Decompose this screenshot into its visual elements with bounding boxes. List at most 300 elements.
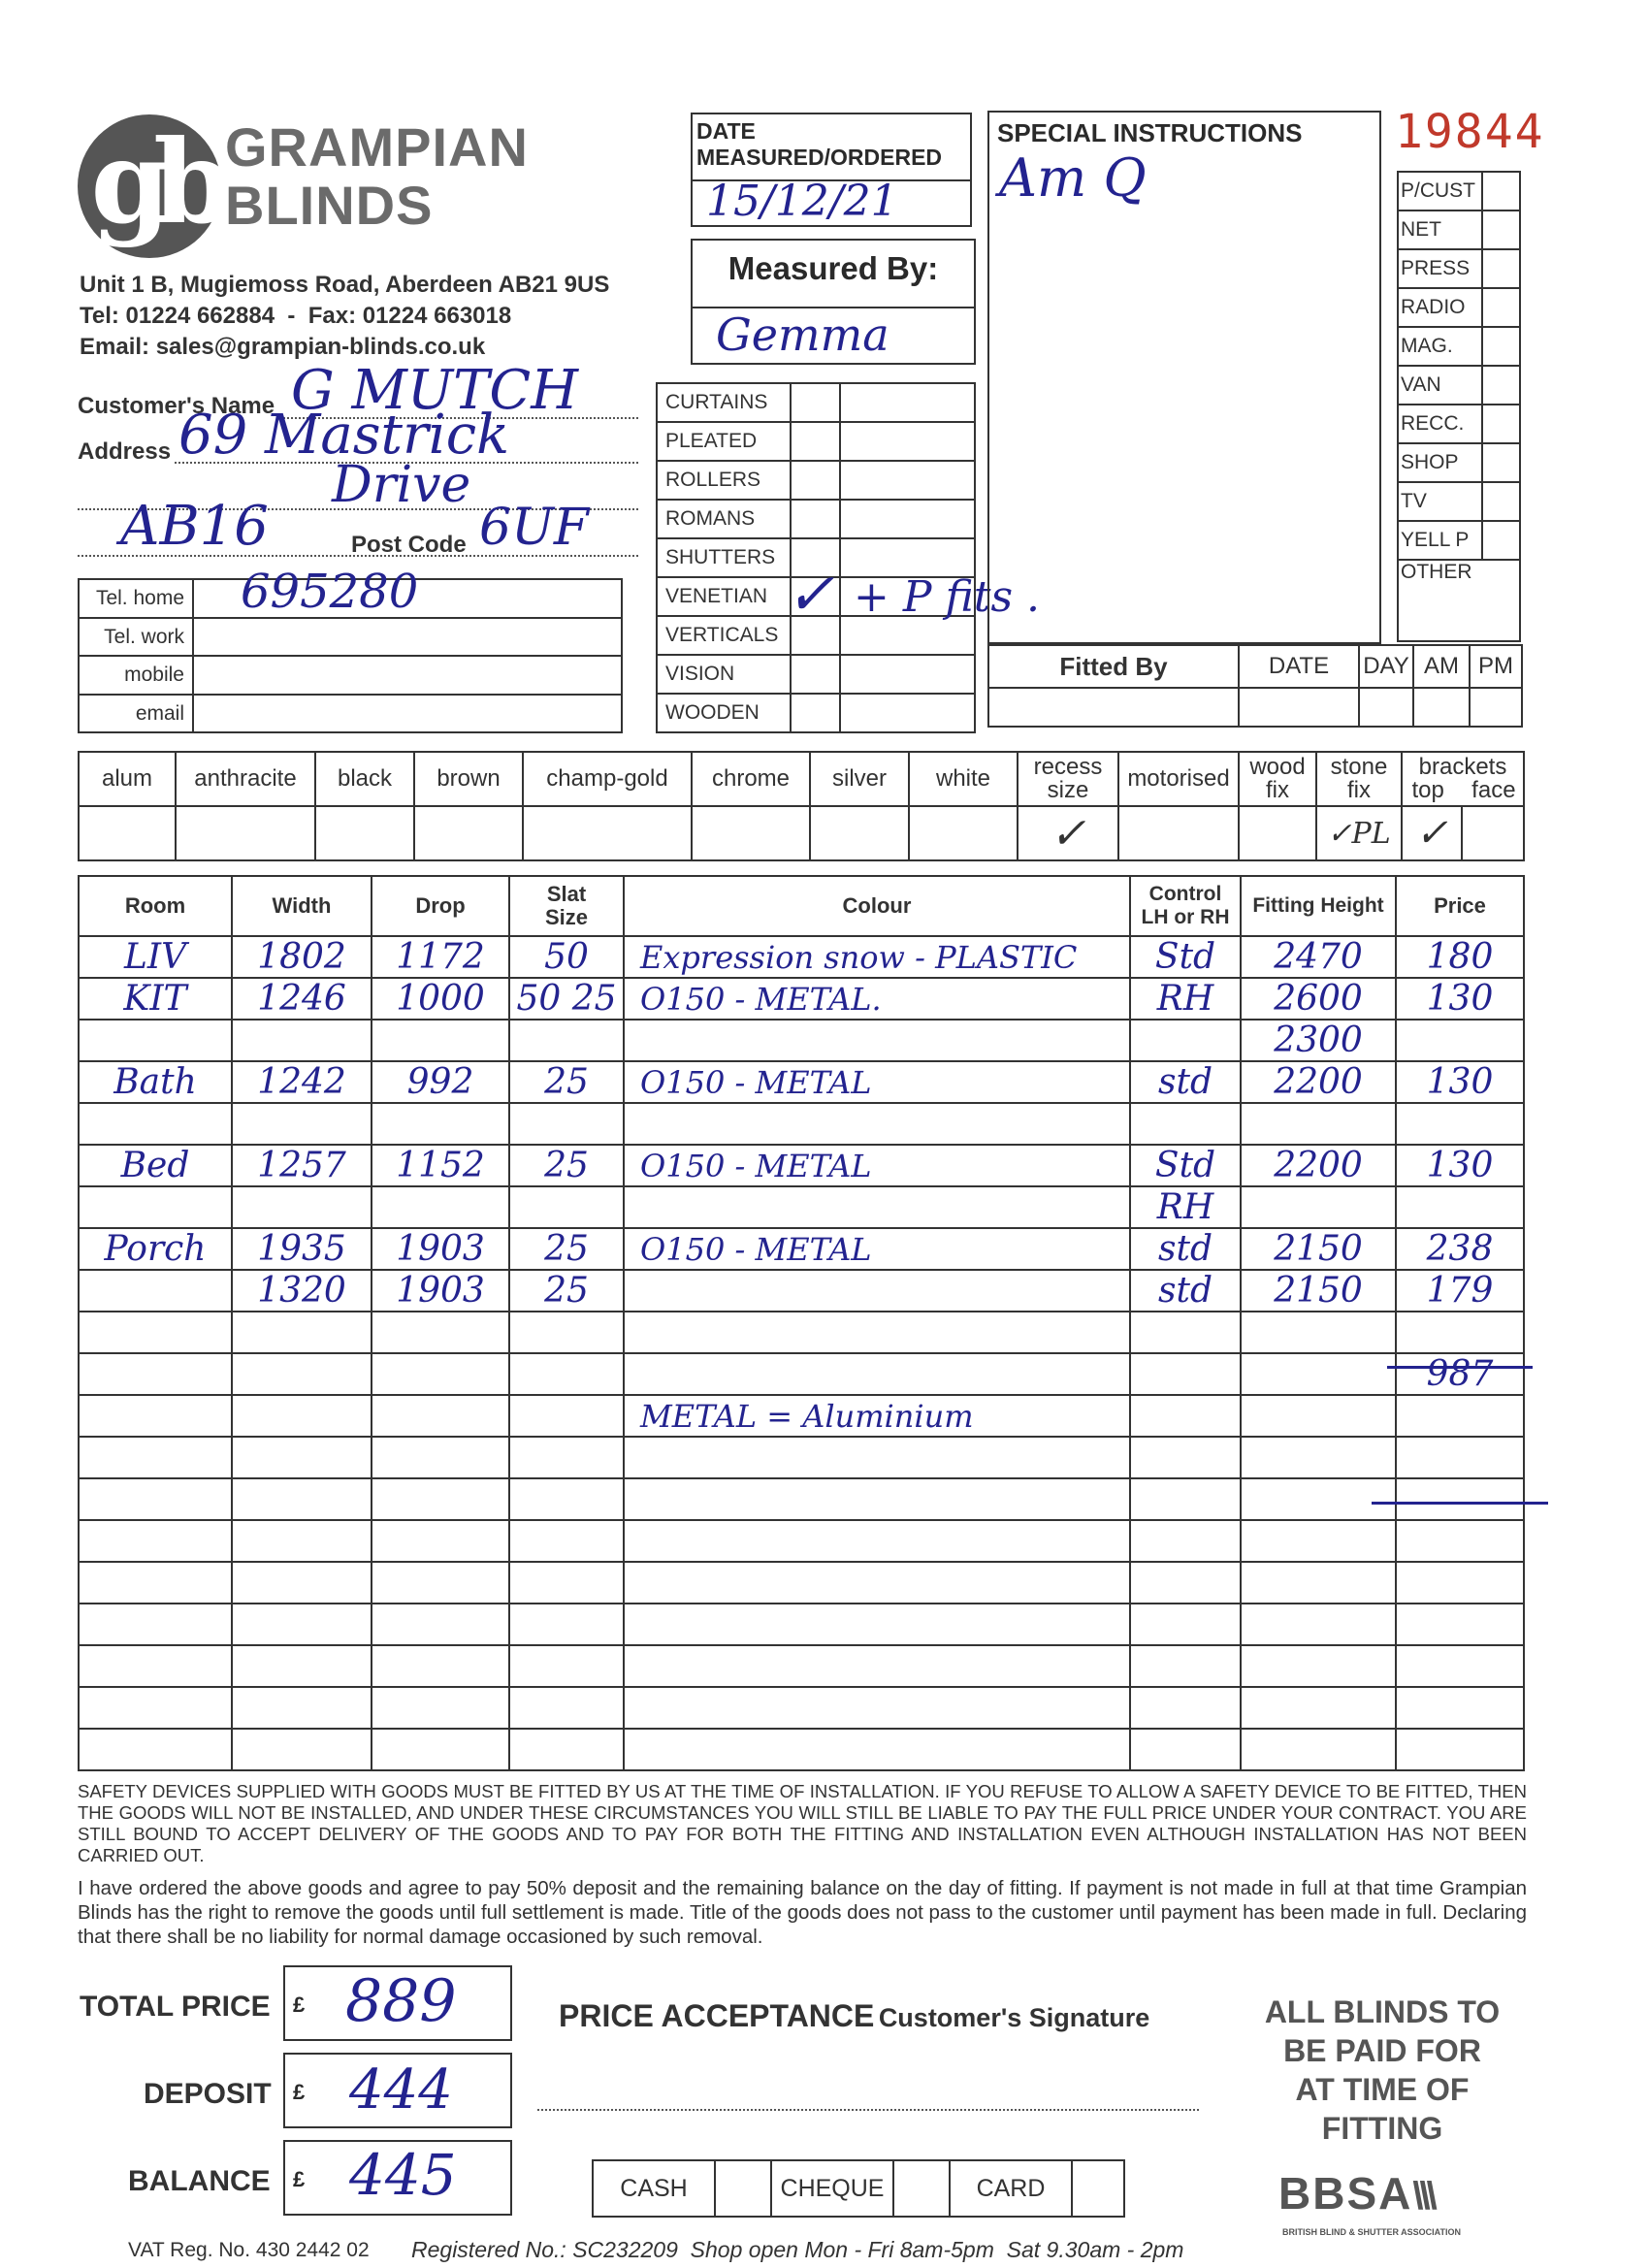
cell-width[interactable] xyxy=(232,1520,372,1562)
brackets-face-check[interactable] xyxy=(1462,806,1524,860)
cell-fitting[interactable]: 2150 xyxy=(1241,1270,1396,1312)
date-box xyxy=(691,113,972,227)
finish-check[interactable] xyxy=(414,806,523,860)
product-row xyxy=(657,383,975,422)
table-row xyxy=(79,1353,1524,1395)
company-phone-fax: Tel: 01224 662884 - Fax: 01224 663018 xyxy=(80,303,512,329)
cell-drop[interactable] xyxy=(372,1312,509,1353)
source-row xyxy=(1398,172,1520,211)
cell-control[interactable] xyxy=(1130,1020,1241,1061)
source-other[interactable]: OTHER xyxy=(1398,560,1520,641)
cell-control[interactable] xyxy=(1130,1478,1241,1520)
measured-by-label: Measured By: xyxy=(728,250,939,286)
cell-colour[interactable] xyxy=(624,1312,1130,1353)
cell-slat[interactable] xyxy=(509,1312,624,1353)
cell-room[interactable] xyxy=(79,1645,232,1687)
cell-colour[interactable] xyxy=(624,1437,1130,1478)
phone-home-value: 695280 xyxy=(241,565,419,619)
product-note[interactable] xyxy=(840,500,975,538)
cell-room[interactable] xyxy=(79,1103,232,1145)
cell-price[interactable]: 180 xyxy=(1396,936,1524,978)
payment-cash: CASH xyxy=(593,2160,715,2217)
source-check[interactable] xyxy=(1482,482,1520,521)
subtotal-underline xyxy=(1387,1366,1533,1369)
measured-by-box xyxy=(691,239,976,365)
table-row xyxy=(79,1687,1524,1729)
fitted-pm-value[interactable] xyxy=(1470,688,1522,727)
cell-fitting[interactable]: 2200 xyxy=(1241,1061,1396,1103)
control-line2: LH or RH xyxy=(1141,906,1230,928)
product-venetian: VENETIAN xyxy=(657,577,791,616)
phone-value[interactable] xyxy=(193,618,622,656)
cell-slat[interactable] xyxy=(509,1478,624,1520)
payment-card-check[interactable] xyxy=(1072,2160,1124,2217)
total-price-value: 889 xyxy=(345,1967,457,2035)
notice-line: FITTING xyxy=(1321,2111,1443,2146)
cell-width[interactable] xyxy=(232,1186,372,1228)
cell-slat[interactable]: 25 xyxy=(509,1270,624,1312)
cell-room[interactable]: Porch xyxy=(79,1228,232,1270)
cell-price[interactable]: 130 xyxy=(1396,1145,1524,1186)
bbsa-logo-text: BBSA xyxy=(1278,2168,1413,2219)
cell-control[interactable] xyxy=(1130,1562,1241,1604)
fitted-day-value[interactable] xyxy=(1359,688,1413,727)
cell-fitting[interactable] xyxy=(1241,1604,1396,1645)
cell-slat[interactable] xyxy=(509,1353,624,1395)
cell-price[interactable] xyxy=(1396,1687,1524,1729)
cell-slat[interactable] xyxy=(509,1103,624,1145)
source-row xyxy=(1398,249,1520,288)
company-name-line2: BLINDS xyxy=(225,175,434,236)
cell-room[interactable] xyxy=(79,1186,232,1228)
cell-drop[interactable] xyxy=(372,1020,509,1061)
cell-control[interactable] xyxy=(1130,1437,1241,1478)
cell-fitting[interactable]: 2300 xyxy=(1241,1020,1396,1061)
cell-control[interactable]: RH xyxy=(1130,1186,1241,1228)
source-check[interactable] xyxy=(1482,172,1520,211)
product-check[interactable] xyxy=(791,694,840,732)
deposit-box[interactable] xyxy=(283,2053,512,2128)
cell-price[interactable] xyxy=(1396,1437,1524,1478)
cell-width[interactable] xyxy=(232,1645,372,1687)
wood-fix-check[interactable] xyxy=(1239,806,1316,860)
cell-width[interactable] xyxy=(232,1478,372,1520)
source-pcust: P/CUST xyxy=(1398,172,1482,211)
cell-fitting[interactable] xyxy=(1241,1395,1396,1437)
cell-drop[interactable] xyxy=(372,1687,509,1729)
cell-width[interactable] xyxy=(232,1395,372,1437)
phone-label: Tel. work xyxy=(79,618,193,656)
cell-fitting[interactable] xyxy=(1241,1312,1396,1353)
cell-price[interactable]: 238 xyxy=(1396,1228,1524,1270)
date-label-line1: DATE xyxy=(696,118,756,144)
cell-drop[interactable] xyxy=(372,1478,509,1520)
source-check[interactable] xyxy=(1482,327,1520,366)
payment-method-table xyxy=(592,2159,1125,2218)
product-row xyxy=(657,655,975,694)
customer-name-label: Customer's Name xyxy=(78,393,275,419)
cell-colour[interactable] xyxy=(624,1645,1130,1687)
cell-colour[interactable] xyxy=(624,1478,1130,1520)
cell-price[interactable] xyxy=(1396,1729,1524,1770)
product-check[interactable] xyxy=(791,461,840,500)
cell-slat[interactable] xyxy=(509,1645,624,1687)
cell-price[interactable]: 179 xyxy=(1396,1270,1524,1312)
cell-room[interactable] xyxy=(79,1562,232,1604)
cell-fitting[interactable] xyxy=(1241,1687,1396,1729)
cell-control[interactable]: std xyxy=(1130,1228,1241,1270)
product-note[interactable] xyxy=(840,422,975,461)
cell-slat[interactable] xyxy=(509,1186,624,1228)
header-room: Room xyxy=(79,876,232,936)
cell-control[interactable] xyxy=(1130,1103,1241,1145)
fitted-date-value[interactable] xyxy=(1239,688,1359,727)
cell-colour[interactable] xyxy=(624,1353,1130,1395)
cell-drop[interactable]: 1903 xyxy=(372,1228,509,1270)
stone-fix-check[interactable]: ✓PL xyxy=(1316,806,1402,860)
source-row xyxy=(1398,443,1520,482)
finish-white: white xyxy=(909,752,1018,806)
cell-slat[interactable]: 25 xyxy=(509,1228,624,1270)
cell-width[interactable] xyxy=(232,1604,372,1645)
cell-room[interactable] xyxy=(79,1353,232,1395)
cell-slat[interactable] xyxy=(509,1395,624,1437)
cell-colour[interactable]: METAL = Aluminium xyxy=(624,1395,1130,1437)
source-check[interactable] xyxy=(1482,249,1520,288)
finish-silver: silver xyxy=(810,752,909,806)
cell-drop[interactable]: 1000 xyxy=(372,978,509,1020)
cell-room[interactable] xyxy=(79,1604,232,1645)
cell-width[interactable]: 1802 xyxy=(232,936,372,978)
product-note[interactable] xyxy=(840,655,975,694)
cell-width[interactable] xyxy=(232,1020,372,1061)
bbsa-stripes-icon: \\\ xyxy=(1412,2175,1434,2218)
date-value[interactable]: 15/12/21 xyxy=(706,177,898,226)
finish-check[interactable] xyxy=(79,806,176,860)
cell-control[interactable] xyxy=(1130,1604,1241,1645)
cell-slat[interactable]: 50 25 xyxy=(509,978,624,1020)
cell-width[interactable]: 1935 xyxy=(232,1228,372,1270)
cell-room[interactable] xyxy=(79,1520,232,1562)
cell-colour[interactable] xyxy=(624,1520,1130,1562)
source-van: VAN xyxy=(1398,366,1482,405)
cell-fitting[interactable] xyxy=(1241,1437,1396,1478)
cell-room[interactable]: LIV xyxy=(79,936,232,978)
source-check[interactable] xyxy=(1482,405,1520,443)
cell-colour[interactable]: O150 - METAL xyxy=(624,1145,1130,1186)
cell-room[interactable] xyxy=(79,1395,232,1437)
cell-colour[interactable]: O150 - METAL xyxy=(624,1061,1130,1103)
cell-colour[interactable] xyxy=(624,1186,1130,1228)
cell-room[interactable] xyxy=(79,1312,232,1353)
recess-check[interactable]: ✓ xyxy=(1018,806,1118,860)
notice-line: ALL BLINDS TO xyxy=(1264,1994,1501,2029)
product-note[interactable] xyxy=(840,538,975,577)
postcode-value: 6UF xyxy=(479,499,589,557)
finish-check[interactable] xyxy=(909,806,1018,860)
motorised-check[interactable] xyxy=(1118,806,1239,860)
cell-width[interactable]: 1257 xyxy=(232,1145,372,1186)
finish-check[interactable] xyxy=(523,806,692,860)
fitted-by-label: Fitted By xyxy=(988,645,1239,688)
wood-line2: fix xyxy=(1266,777,1289,803)
source-check[interactable] xyxy=(1482,521,1520,560)
source-press: PRESS xyxy=(1398,249,1482,288)
payment-cheque-check[interactable] xyxy=(893,2160,950,2217)
cell-width[interactable]: 1320 xyxy=(232,1270,372,1312)
cell-slat[interactable]: 25 xyxy=(509,1145,624,1186)
cell-fitting[interactable] xyxy=(1241,1103,1396,1145)
cell-drop[interactable]: 1172 xyxy=(372,936,509,978)
fitted-date-label: DATE xyxy=(1239,645,1359,688)
product-rollers: ROLLERS xyxy=(657,461,791,500)
cell-price[interactable] xyxy=(1396,1604,1524,1645)
finish-check[interactable] xyxy=(176,806,315,860)
balance-value: 445 xyxy=(349,2142,457,2208)
table-row xyxy=(79,1270,1524,1312)
cell-drop[interactable]: 1152 xyxy=(372,1145,509,1186)
cell-drop[interactable] xyxy=(372,1645,509,1687)
cell-room[interactable] xyxy=(79,1437,232,1478)
stone-line1: stone xyxy=(1330,754,1388,780)
cell-drop[interactable] xyxy=(372,1395,509,1437)
cell-width[interactable]: 1242 xyxy=(232,1061,372,1103)
cell-fitting[interactable] xyxy=(1241,1729,1396,1770)
signature-line[interactable] xyxy=(537,2109,1199,2111)
cell-room[interactable] xyxy=(79,1478,232,1520)
phone-value[interactable] xyxy=(193,565,622,619)
cell-fitting[interactable]: 2470 xyxy=(1241,936,1396,978)
fitted-by-value[interactable] xyxy=(988,688,1239,727)
cell-fitting[interactable] xyxy=(1241,1353,1396,1395)
balance-currency: £ xyxy=(293,2167,306,2191)
cell-width[interactable] xyxy=(232,1437,372,1478)
cell-control[interactable] xyxy=(1130,1645,1241,1687)
cell-control[interactable] xyxy=(1130,1687,1241,1729)
finish-check[interactable] xyxy=(810,806,909,860)
cell-fitting[interactable] xyxy=(1241,1186,1396,1228)
measured-by-value[interactable]: Gemma xyxy=(716,308,889,361)
cell-drop[interactable]: 1903 xyxy=(372,1270,509,1312)
source-shop: SHOP xyxy=(1398,443,1482,482)
cell-room[interactable] xyxy=(79,1270,232,1312)
wood-line1: wood xyxy=(1249,754,1306,780)
cell-width[interactable] xyxy=(232,1562,372,1604)
phone-label: mobile xyxy=(79,656,193,695)
fitted-am-value[interactable] xyxy=(1413,688,1470,727)
special-instructions-box[interactable] xyxy=(987,111,1381,644)
order-table xyxy=(78,875,1525,1771)
source-mag: MAG. xyxy=(1398,327,1482,366)
cell-price[interactable] xyxy=(1396,1520,1524,1562)
brackets-top-check[interactable]: ✓ xyxy=(1402,806,1462,860)
cell-drop[interactable] xyxy=(372,1186,509,1228)
cell-control[interactable]: std xyxy=(1130,1270,1241,1312)
cell-room[interactable] xyxy=(79,1687,232,1729)
order-number: 19844 xyxy=(1395,105,1545,159)
cell-control[interactable] xyxy=(1130,1353,1241,1395)
fitted-by-value-row xyxy=(988,688,1522,727)
finish-alum: alum xyxy=(79,752,176,806)
cell-drop[interactable] xyxy=(372,1437,509,1478)
cell-control[interactable] xyxy=(1130,1729,1241,1770)
phone-table xyxy=(78,565,623,733)
cell-drop[interactable]: 992 xyxy=(372,1061,509,1103)
cell-drop[interactable] xyxy=(372,1520,509,1562)
product-note[interactable] xyxy=(840,383,975,422)
table-row xyxy=(79,1478,1524,1520)
cell-slat[interactable]: 25 xyxy=(509,1061,624,1103)
cell-price[interactable] xyxy=(1396,1478,1524,1520)
cell-colour[interactable] xyxy=(624,1020,1130,1061)
cell-room[interactable]: Bed xyxy=(79,1145,232,1186)
cell-price[interactable] xyxy=(1396,1186,1524,1228)
header-drop: Drop xyxy=(372,876,509,936)
cell-colour[interactable] xyxy=(624,1270,1130,1312)
cell-drop[interactable] xyxy=(372,1353,509,1395)
cell-slat[interactable] xyxy=(509,1604,624,1645)
cell-width[interactable]: 1246 xyxy=(232,978,372,1020)
cell-slat[interactable] xyxy=(509,1520,624,1562)
balance-box[interactable] xyxy=(283,2140,512,2216)
cell-price[interactable] xyxy=(1396,1020,1524,1061)
source-check[interactable] xyxy=(1482,366,1520,405)
product-check[interactable] xyxy=(791,422,840,461)
cell-colour[interactable] xyxy=(624,1604,1130,1645)
product-note[interactable] xyxy=(840,461,975,500)
address-label: Address xyxy=(78,438,172,465)
phone-row xyxy=(79,695,622,732)
company-logo-letters: gb xyxy=(90,114,216,249)
product-row xyxy=(657,500,975,538)
bbsa-logo xyxy=(1278,2167,1434,2219)
phone-value[interactable] xyxy=(193,695,622,732)
brackets-label: brackets xyxy=(1418,754,1507,780)
product-note[interactable] xyxy=(840,694,975,732)
cell-price[interactable]: 987 xyxy=(1396,1353,1524,1395)
product-check[interactable] xyxy=(791,383,840,422)
cell-colour[interactable]: Expression snow - PLASTIC xyxy=(624,936,1130,978)
fit-stone-fix xyxy=(1316,752,1402,806)
cell-slat[interactable] xyxy=(509,1729,624,1770)
payment-cash-check[interactable] xyxy=(715,2160,771,2217)
cell-width[interactable] xyxy=(232,1353,372,1395)
cell-width[interactable] xyxy=(232,1312,372,1353)
header-slat-size xyxy=(509,876,624,936)
source-row xyxy=(1398,521,1520,560)
source-row xyxy=(1398,482,1520,521)
product-pleated: PLEATED xyxy=(657,422,791,461)
cell-slat[interactable] xyxy=(509,1562,624,1604)
cell-width[interactable] xyxy=(232,1103,372,1145)
cell-colour[interactable] xyxy=(624,1103,1130,1145)
cell-control[interactable]: Std xyxy=(1130,936,1241,978)
payment-card: CARD xyxy=(950,2160,1072,2217)
source-row xyxy=(1398,405,1520,443)
cell-width[interactable] xyxy=(232,1729,372,1770)
table-row xyxy=(79,978,1524,1020)
product-wooden: WOODEN xyxy=(657,694,791,732)
address-value-1: 69 Mastrick xyxy=(178,404,510,467)
cell-price[interactable]: 130 xyxy=(1396,1061,1524,1103)
cell-colour[interactable]: O150 - METAL. xyxy=(624,978,1130,1020)
fitted-am-label: AM xyxy=(1413,645,1470,688)
cell-slat[interactable] xyxy=(509,1020,624,1061)
cell-price[interactable] xyxy=(1396,1645,1524,1687)
cell-room[interactable] xyxy=(79,1729,232,1770)
phone-value[interactable] xyxy=(193,656,622,695)
cell-fitting[interactable]: 2150 xyxy=(1241,1228,1396,1270)
total-price-box[interactable] xyxy=(283,1965,512,2041)
cell-fitting[interactable] xyxy=(1241,1562,1396,1604)
cell-fitting[interactable]: 2600 xyxy=(1241,978,1396,1020)
cell-price[interactable]: 130 xyxy=(1396,978,1524,1020)
cell-fitting[interactable] xyxy=(1241,1478,1396,1520)
cell-fitting[interactable]: 2200 xyxy=(1241,1145,1396,1186)
cell-price[interactable] xyxy=(1396,1103,1524,1145)
cell-price[interactable] xyxy=(1396,1562,1524,1604)
registered-info: Registered No.: SC232209 Shop open Mon - Fri 8am-5pm Sat 9.30am - 2pm xyxy=(411,2237,1184,2262)
cell-control[interactable]: Std xyxy=(1130,1145,1241,1186)
cell-drop[interactable] xyxy=(372,1103,509,1145)
finish-check[interactable] xyxy=(315,806,414,860)
finish-check[interactable] xyxy=(692,806,810,860)
cell-colour[interactable] xyxy=(624,1687,1130,1729)
cell-colour[interactable] xyxy=(624,1562,1130,1604)
cell-price[interactable] xyxy=(1396,1312,1524,1353)
date-label-line2: MEASURED/ORDERED xyxy=(696,145,943,170)
source-check[interactable] xyxy=(1482,443,1520,482)
cell-room[interactable]: KIT xyxy=(79,978,232,1020)
cell-slat[interactable]: 50 xyxy=(509,936,624,978)
cell-colour[interactable]: O150 - METAL xyxy=(624,1228,1130,1270)
cell-control[interactable] xyxy=(1130,1520,1241,1562)
address-value-2: Drive xyxy=(332,456,471,514)
cell-control[interactable] xyxy=(1130,1395,1241,1437)
cell-fitting[interactable] xyxy=(1241,1645,1396,1687)
cell-colour[interactable] xyxy=(624,1729,1130,1770)
cell-slat[interactable] xyxy=(509,1687,624,1729)
product-note[interactable] xyxy=(840,616,975,655)
fit-recess-size xyxy=(1018,752,1118,806)
vat-number: VAT Reg. No. 430 2442 02 xyxy=(128,2239,370,2261)
cell-control[interactable]: std xyxy=(1130,1061,1241,1103)
fit-brackets xyxy=(1402,752,1524,806)
cell-drop[interactable] xyxy=(372,1562,509,1604)
cell-drop[interactable] xyxy=(372,1604,509,1645)
product-check[interactable] xyxy=(791,500,840,538)
cell-room[interactable]: Bath xyxy=(79,1061,232,1103)
cell-price[interactable] xyxy=(1396,1395,1524,1437)
cell-drop[interactable] xyxy=(372,1729,509,1770)
source-check[interactable] xyxy=(1482,211,1520,249)
source-check[interactable] xyxy=(1482,288,1520,327)
cell-width[interactable] xyxy=(232,1687,372,1729)
cell-fitting[interactable] xyxy=(1241,1520,1396,1562)
cell-slat[interactable] xyxy=(509,1437,624,1478)
cell-control[interactable] xyxy=(1130,1312,1241,1353)
product-check[interactable] xyxy=(791,655,840,694)
fitted-by-header-row xyxy=(988,645,1522,688)
cell-control[interactable]: RH xyxy=(1130,978,1241,1020)
fitted-day-label: DAY xyxy=(1359,645,1413,688)
table-row xyxy=(79,1312,1524,1353)
header-colour: Colour xyxy=(624,876,1130,936)
recess-line2: size xyxy=(1047,777,1089,803)
table-row xyxy=(79,1020,1524,1061)
phone-label: email xyxy=(79,695,193,732)
cell-room[interactable] xyxy=(79,1020,232,1061)
